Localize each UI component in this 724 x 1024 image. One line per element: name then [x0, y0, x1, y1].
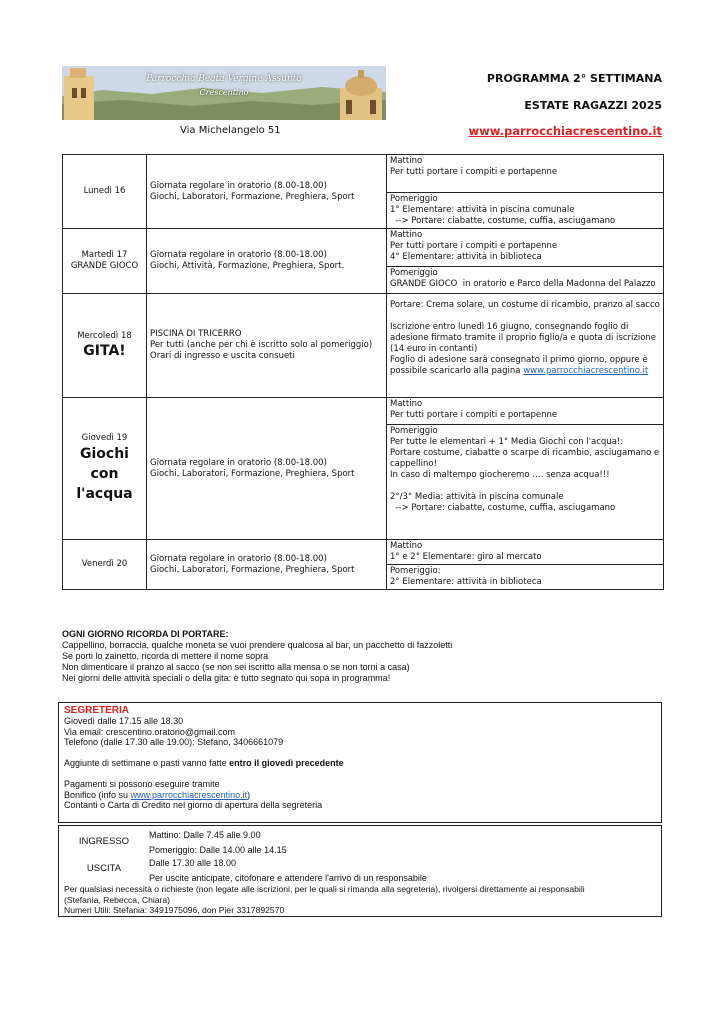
note-line: Foglio di adesione sarà consegnato il primo giorno, oppure è: [390, 355, 648, 365]
note-line: --> Portare: ciabatte, costume, cuffia, asciugamano: [390, 216, 616, 226]
note-line: GRANDE GIOCO in oratorio e Parco della Madonna del Palazzo: [390, 279, 656, 289]
table-row: [63, 540, 664, 565]
note-line: Pomeriggio:: [390, 566, 441, 576]
website-link[interactable]: www.parrocchiacrescentino.it: [130, 789, 248, 800]
spacer: [64, 769, 656, 780]
website-link[interactable]: www.parrocchiacrescentino.it: [468, 124, 662, 138]
activity-line: Giochi, Laboratori, Formazione, Preghiera, Sport: [150, 564, 355, 575]
note-line: Mattino: [390, 541, 423, 551]
note-spacer: [390, 481, 660, 492]
note-line: 2° Elementare: attività in biblioteca: [390, 577, 542, 587]
day-label: Venerdì 20: [81, 559, 128, 569]
activity-cell: [147, 229, 387, 294]
note-line: adesione firmato tramite il proprio figlio/a e quota di iscrizione: [390, 333, 657, 343]
activity-line: PISCINA DI TRICERRO: [150, 329, 242, 339]
note-line: 1° e 2° Elementare: giro al mercato: [390, 552, 542, 562]
note-line: 1° Elementare: attività in piscina comunale: [390, 205, 575, 215]
segreteria-title: SEGRETERIA: [64, 705, 130, 716]
note-line: Portare: Crema solare, un costume di ricambio, pranzo al sacco: [390, 300, 660, 310]
note-line: Portare costume, ciabatte o scarpe di ricambio, asciugamano e: [390, 448, 660, 458]
uscita-time: Dalle 17.30 alle 18.00: [149, 858, 237, 868]
note-line: Pomeriggio: [390, 426, 438, 436]
activity-cell: [147, 294, 387, 398]
reminder-line: Nei giorni delle attività speciali o della gita: è tutto segnato qui sopa in programma!: [62, 673, 391, 683]
note-line: Per tutte le elementari + 1° Media Giochi con l'acqua!:: [390, 437, 624, 447]
info-block: [64, 884, 659, 916]
day-label: Lunedì 16: [83, 186, 126, 196]
reminder-line: Se porti lo zainetto, ricorda di mettere il nome sopra: [62, 651, 269, 661]
activity-line: Giochi, Laboratori, Formazione, Preghiera, Sport: [150, 468, 355, 479]
bonifico-line: [64, 790, 656, 801]
note-line: (14 euro in contanti): [390, 344, 478, 354]
note-line: Mattino: [390, 156, 423, 166]
banner-subtitle: Crescentino: [199, 88, 249, 97]
pagamenti-line: Pagamenti si possono eseguire tramite: [64, 779, 220, 789]
note-cell: [387, 155, 664, 193]
activity-line: Giornata regolare in oratorio (8.00-18.00): [150, 457, 327, 468]
day-extra: l'acqua: [76, 486, 133, 502]
activity-cell: [147, 398, 387, 540]
note-line: Pomeriggio: [390, 268, 438, 278]
table-row: [63, 229, 664, 267]
activity-cell: [147, 155, 387, 229]
note-line: Per tutti portare i compiti e portapenne: [390, 167, 558, 177]
banner-title: Parrocchia Beata Vergine Assunta: [146, 74, 302, 84]
reminder-line: Cappellino, borraccia, qualche moneta se vuoi prendere qualcosa al bar, un pacchetto di fazzoletti: [62, 640, 453, 650]
contanti-line: Contanti o Carta di Credito nel giorno di apertura della segreteria: [64, 800, 323, 810]
activity-line: Giochi, Laboratori, Formazione, Preghiera, Sport: [150, 191, 355, 202]
day-cell: [63, 155, 147, 229]
spacer: [64, 748, 656, 759]
table-row: [63, 398, 664, 425]
note-cell: [387, 425, 664, 540]
activity-cell: [147, 540, 387, 590]
segreteria-line: Via email: crescentino.oratorio@gmail.com: [64, 726, 236, 737]
aggiunte-text: Aggiunte di settimane o pasti vanno fatte: [64, 758, 230, 768]
uscita-note: Per uscite anticipate, citofonare e attendere l'arrivo di un responsabile: [149, 873, 427, 883]
ingresso-mattino: Mattino: Dalle 7.45 alle 9.00: [149, 830, 261, 840]
segreteria-box: [58, 702, 662, 823]
segreteria-line: Giovedì dalle 17.15 alle 18.30: [64, 716, 184, 726]
note-line: 4° Elementare: attività in biblioteca: [390, 252, 542, 262]
day-cell: [63, 540, 147, 590]
activity-line: Giochi, Attività, Formazione, Preghiera, Sport.: [150, 261, 345, 271]
activity-line: Per tutti (anche per chi è iscritto solo al pomeriggio): [150, 340, 373, 350]
segreteria-line: Telefono (dalle 17.30 alle 19.00): Stefano, 3406661079: [64, 737, 284, 747]
reminder-line: Non dimenticare il pranzo al sacco (se non sei iscritto alla mensa o se non torni a casa): [62, 662, 410, 672]
note-cell: [387, 398, 664, 425]
table-row: [63, 294, 664, 398]
note-line: [390, 366, 660, 377]
activity-line: Orari di ingresso e uscita consueti: [150, 351, 295, 361]
program-title: PROGRAMMA 2° SETTIMANA: [486, 72, 662, 85]
day-cell: [63, 398, 147, 540]
info-line: Per qualsiasi necessità o richieste (non legate alle iscrizioni, per le quali si rimanda alla segreteria), rivolgersi direttamente ai responsabili: [64, 884, 585, 894]
bonifico-text-end: ): [247, 789, 251, 800]
day-extra: Giochi con: [80, 446, 129, 482]
day-extra: GITA!: [83, 342, 126, 359]
note-cell: [387, 193, 664, 229]
note-line: 2°/3° Media: attività in piscina comunale: [390, 492, 564, 502]
day-label: Martedì 17: [81, 250, 128, 260]
note-cell: [387, 229, 664, 267]
aggiunte-deadline: entro il giovedì precedente: [229, 758, 344, 768]
note-line: Mattino: [390, 399, 423, 409]
website-link[interactable]: www.parrocchiacrescentino.it: [523, 366, 649, 376]
weekly-schedule-table: [62, 154, 664, 590]
note-line: Pomeriggio: [390, 194, 438, 204]
note-line: Per tutti portare i compiti e portapenne: [390, 241, 558, 251]
day-cell: [63, 294, 147, 398]
day-label: Mercoledì 18: [77, 330, 132, 341]
aggiunte-line: [64, 758, 656, 769]
note-cell: [387, 540, 664, 565]
note-line: In caso di maltempo giocheremo …. senza acqua!!!: [390, 470, 610, 480]
program-subtitle: ESTATE RAGAZZI 2025: [524, 99, 662, 112]
day-cell: [63, 229, 147, 294]
info-line: (Stefania, Rebecca, Chiara): [64, 894, 171, 905]
activity-line: Giornata regolare in oratorio (8.00-18.00): [150, 553, 327, 564]
note-line: cappellino!: [390, 459, 437, 469]
numeri-line: Numeri Utili: Stefania: 3491975096, don Pier 3317892570: [64, 905, 285, 915]
note-cell: [387, 565, 664, 590]
daily-reminder: [62, 629, 662, 684]
table-row: [63, 155, 664, 193]
note-line: Per tutti portare i compiti e portapenne: [390, 410, 558, 420]
day-label: Giovedì 19: [81, 433, 128, 443]
ingresso-pomeriggio: Pomeriggio: Dalle 14.00 alle 14.15: [149, 845, 287, 855]
orari-box: [58, 825, 662, 917]
note-text: possibile scaricarlo alla pagina: [390, 366, 521, 376]
note-line: --> Portare: ciabatte, costume, cuffia, asciugamano: [390, 503, 616, 513]
parish-banner: [62, 66, 386, 120]
bonifico-text: Bonifico (info su: [64, 789, 131, 800]
ingresso-label: INGRESSO: [78, 836, 130, 847]
day-extra: GRANDE GIOCO: [70, 261, 139, 271]
daily-reminder-title: OGNI GIORNO RICORDA DI PORTARE:: [62, 629, 229, 639]
note-spacer: [390, 311, 660, 322]
note-cell: [387, 294, 664, 398]
note-line: Iscrizione entro lunedì 16 giugno, consegnando foglio di: [390, 322, 629, 332]
uscita-label: USCITA: [86, 863, 122, 874]
note-line: Mattino: [390, 230, 423, 240]
activity-line: Giornata regolare in oratorio (8.00-18.00): [150, 180, 327, 191]
activity-line: Giornata regolare in oratorio (8.00-18.00): [150, 250, 327, 260]
address: Via Michelangelo 51: [180, 125, 281, 136]
note-cell: [387, 267, 664, 294]
